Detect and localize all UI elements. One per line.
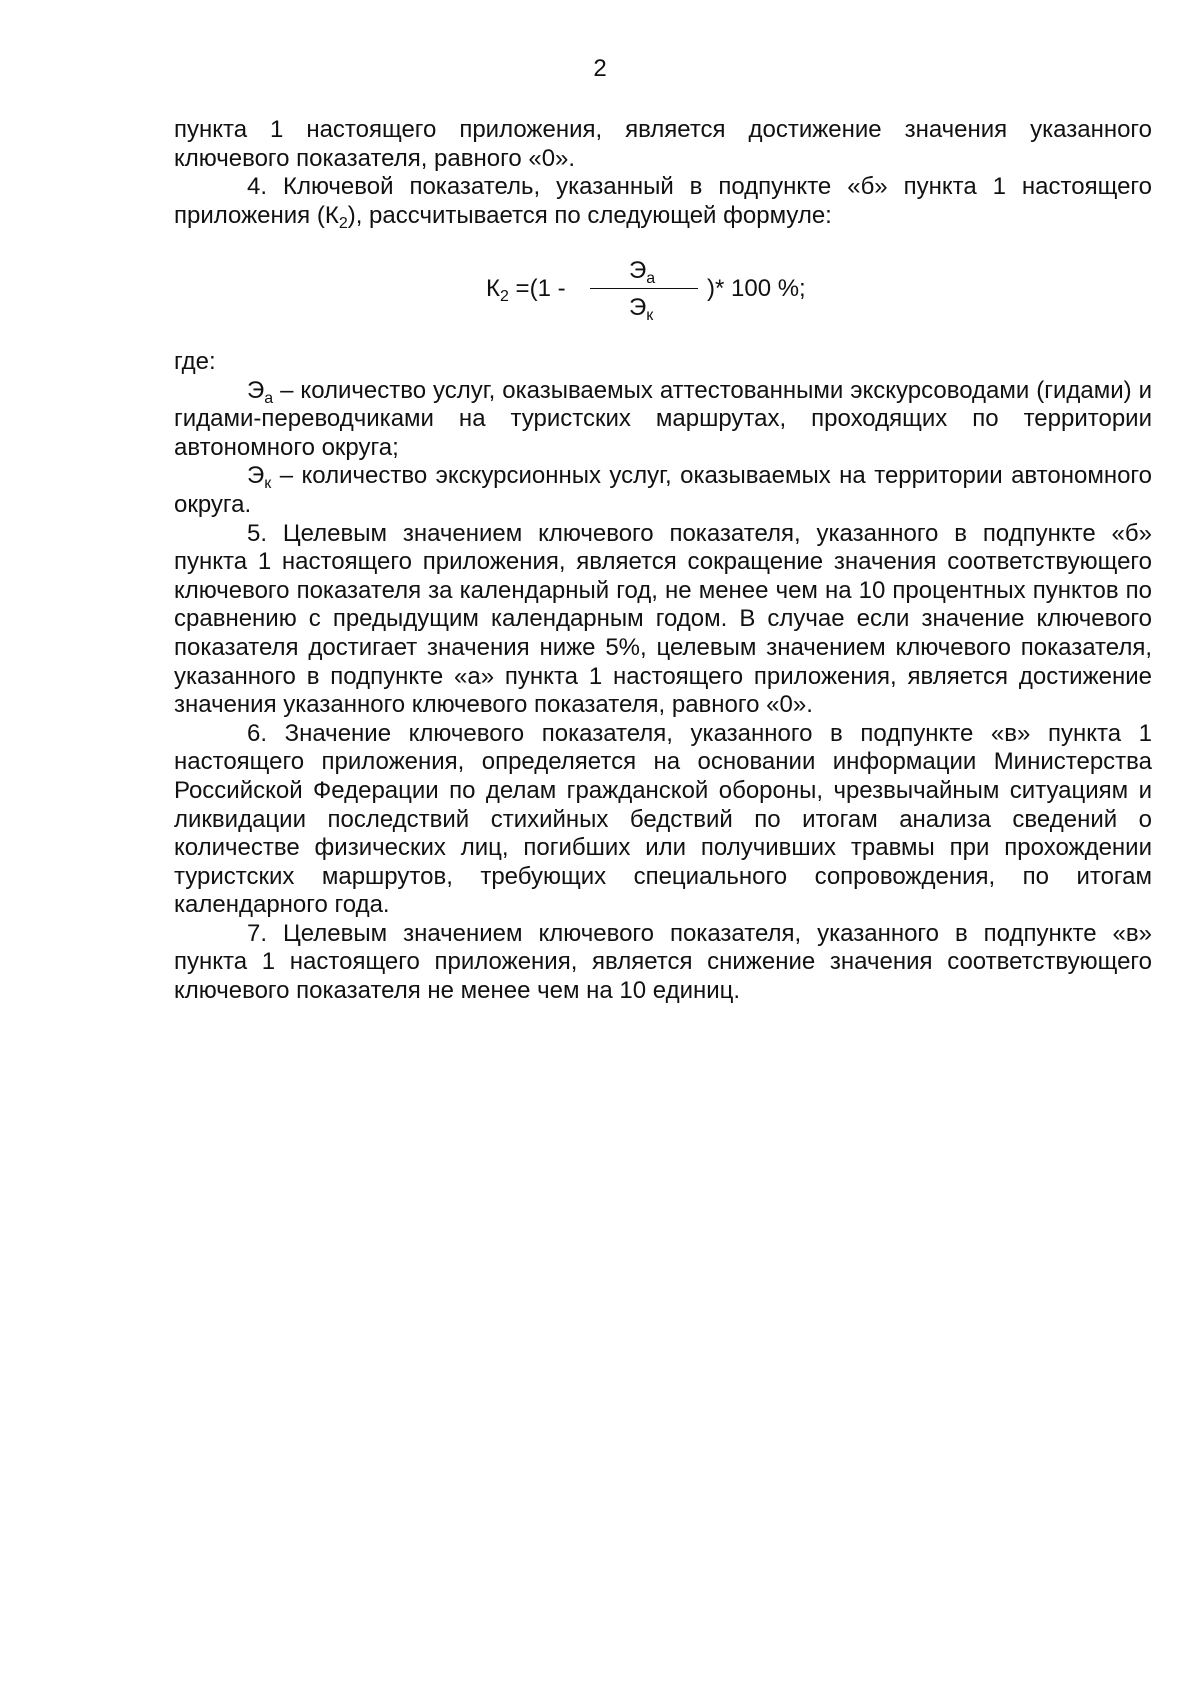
numerator-symbol: Э — [629, 257, 647, 284]
definition-ea-subscript: а — [264, 389, 274, 407]
paragraph-4-subscript: 2 — [338, 214, 348, 232]
where-label: где: — [174, 348, 216, 375]
formula-denominator — [629, 294, 653, 323]
paragraph-4-text: 4. Ключевой показатель, указанный в подпункте «б» пункта 1 настоящего приложения (К — [174, 173, 1152, 229]
paragraph-6: 6. Значение ключевого показателя, указанного в подпункте «в» пункта 1 настоящего приложения, определяется на основании информации Министерства Российской Федерации по делам гражданской обороны, чрезвычайным ситуациям и ликвидации последствий стихийных бедствий по итогам анализа сведений о количестве физических лиц, погибших или получивших травмы при прохождении туристских маршрутов, требующих специального сопровождения, по итогам календарного года. — [174, 719, 1152, 919]
top-text-block — [174, 116, 1152, 230]
denominator-symbol: Э — [629, 294, 647, 321]
paragraph-4-text-end: ), рассчитывается по следующей формуле: — [347, 201, 832, 229]
fraction-line — [590, 288, 698, 289]
definition-ea-symbol: Э — [247, 376, 265, 404]
formula-lhs-symbol: К — [486, 275, 500, 302]
formula-rhs: )* 100 %; — [707, 275, 806, 302]
definition-ea-text: – количество услуг, оказываемых аттестованными экскурсоводами (гидами) и гидами-переводчиками на туристских маршрутах, проходящих по территории автономного округа; — [174, 376, 1152, 461]
denominator-subscript: к — [646, 307, 654, 324]
paragraph-5: 5. Целевым значением ключевого показателя, указанного в подпункте «б» пункта 1 настоящего приложения, является сокращение значения соответствующего ключевого показателя за календарный год, не менее чем на 10 процентных пунктов по сравнению с предыдущим календарным годом. В случае если значение ключевого показателя достигает значения ниже 5%, целевым значением ключевого показателя, указанного в подпункте «а» пункта 1 настоящего приложения, является достижение значения указанного ключевого показателя, равного «0». — [174, 519, 1152, 719]
definition-ek-symbol: Э — [247, 462, 265, 490]
definition-ek-subscript: к — [264, 475, 272, 493]
formula-open: =(1 - — [508, 275, 566, 302]
definition-ea — [174, 377, 1152, 463]
formula-lhs — [486, 275, 566, 304]
formula — [0, 254, 1200, 324]
definition-ek — [174, 462, 1152, 519]
paragraph-continuation: пункта 1 настоящего приложения, является достижение значения указанного ключевого показателя, равного «0». — [174, 116, 1152, 172]
paragraph-4 — [174, 173, 1152, 230]
definition-ek-text: – количество экскурсионных услуг, оказываемых на территории автономного округа. — [174, 462, 1152, 518]
paragraph-7: 7. Целевым значением ключевого показателя, указанного в подпункте «в» пункта 1 настоящего приложения, является снижение значения соответствующего ключевого показателя не менее чем на 10 единиц. — [174, 919, 1152, 1005]
numerator-subscript: а — [646, 270, 656, 287]
page-number: 2 — [593, 55, 607, 82]
bottom-text-block — [174, 348, 1152, 1006]
formula-lhs-subscript: 2 — [499, 288, 509, 305]
formula-numerator — [629, 257, 655, 286]
